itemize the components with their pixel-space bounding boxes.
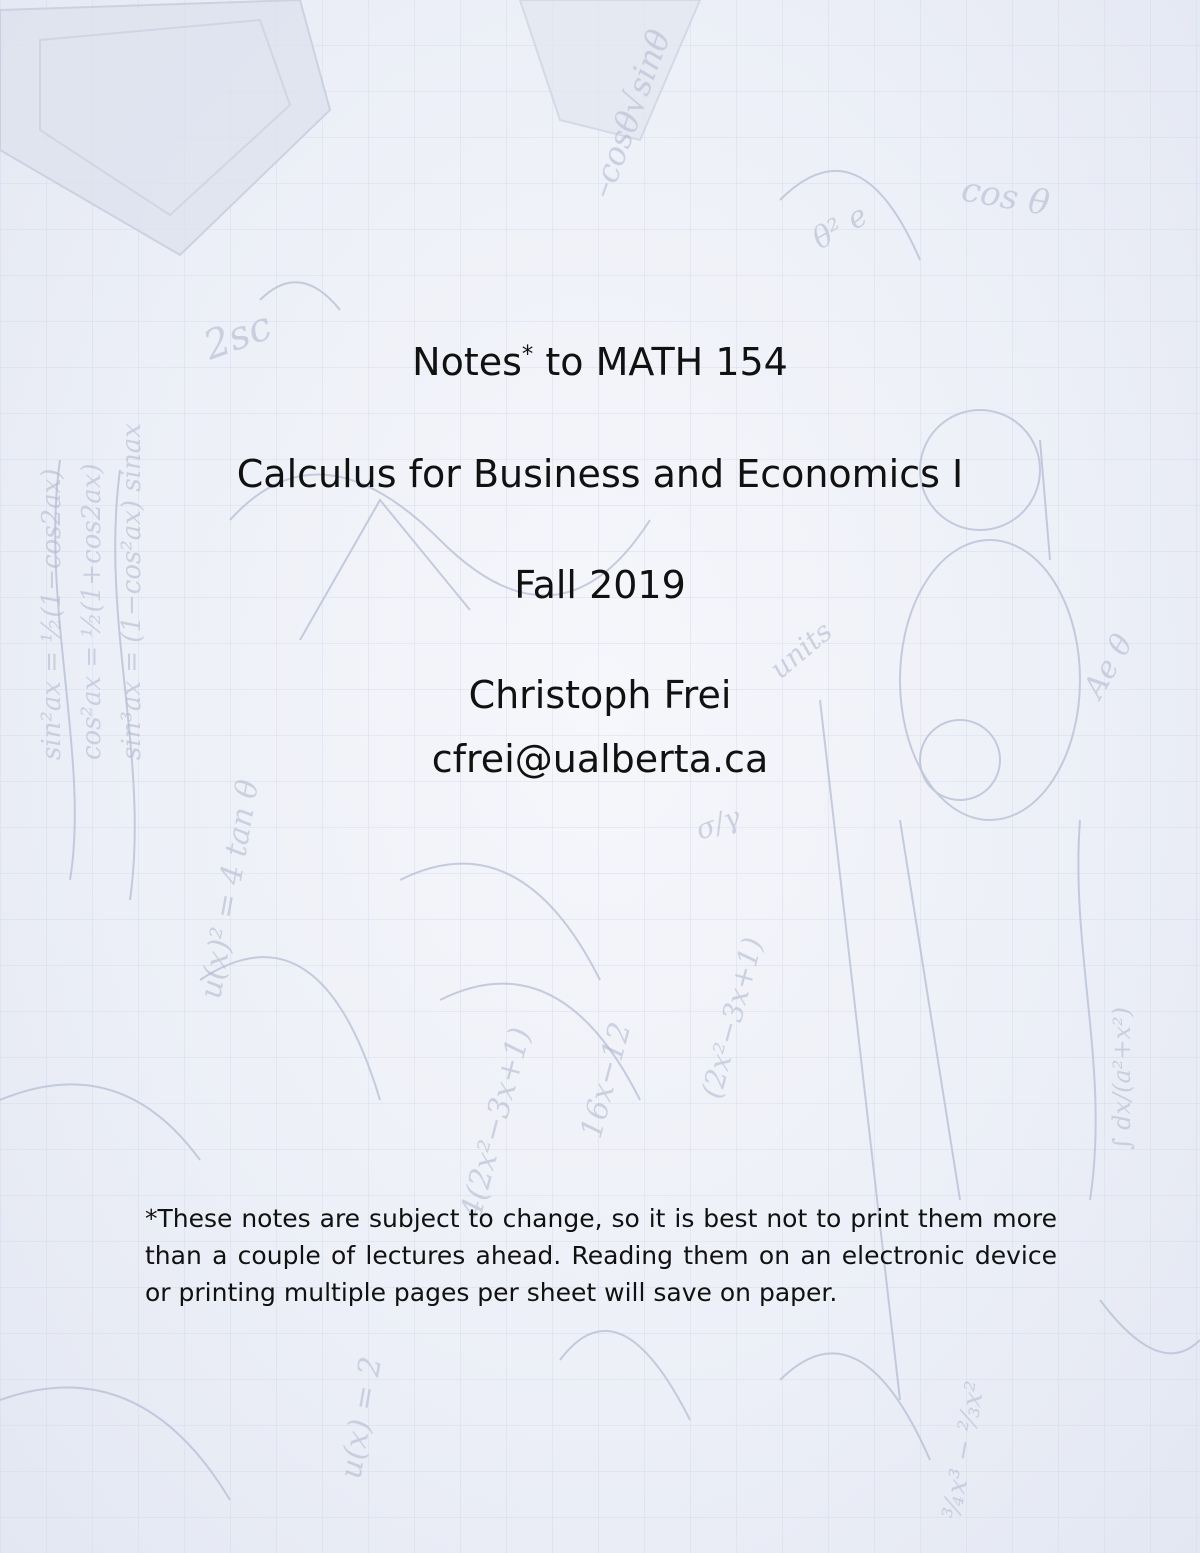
svg-text:–cosθ√sinθ: –cosθ√sinθ [581,24,678,203]
footnote-marker: * [145,1204,158,1233]
svg-text:2sc: 2sc [197,302,278,370]
svg-text:∫ dx/(a²+x²): ∫ dx/(a²+x²) [1108,1006,1136,1150]
svg-text:θ² e: θ² e [806,197,874,257]
svg-text:u(x) = 2: u(x) = 2 [333,1354,390,1482]
author-email: cfrei@ualberta.ca [431,737,769,781]
svg-text:σ/γ: σ/γ [691,800,745,847]
svg-text:units: units [763,614,839,686]
svg-text:sin²ax = ½(1−cos2ax): sin²ax = ½(1−cos2ax) [37,468,67,760]
svg-text:(2x²−3x+1): (2x²−3x+1) [694,933,770,1102]
svg-text:sin³ax = (1−cos²ax) sinax: sin³ax = (1−cos²ax) sinax [117,423,147,760]
svg-text:Ae θ: Ae θ [1076,628,1141,704]
footnote [145,1200,1057,1311]
title-footnote-marker: * [521,341,534,368]
svg-text:¾x³ − ⅔x²: ¾x³ − ⅔x² [937,1379,992,1522]
svg-text:cos θ: cos θ [958,169,1053,225]
term-label: Fall 2019 [514,563,686,607]
svg-text:u(x)² = 4 tan θ: u(x)² = 4 tan θ [193,777,267,1002]
title-suffix: to MATH 154 [533,340,788,384]
course-subtitle: Calculus for Business and Economics I [236,452,964,496]
document-title [0,340,1200,384]
title-prefix: Notes [412,340,522,384]
author-name: Christoph Frei [468,673,732,717]
footnote-text: These notes are subject to change, so it is best not to print them more than a couple of lectures ahead. Reading them on an electronic device or printing multiple pages per sheet will save on paper. [145,1204,1057,1307]
svg-text:cos²ax = ½(1+cos2ax): cos²ax = ½(1+cos2ax) [77,463,107,760]
svg-text:4(2x²−3x+1): 4(2x²−3x+1) [453,1023,539,1223]
svg-text:16x−12: 16x−12 [573,1018,639,1143]
